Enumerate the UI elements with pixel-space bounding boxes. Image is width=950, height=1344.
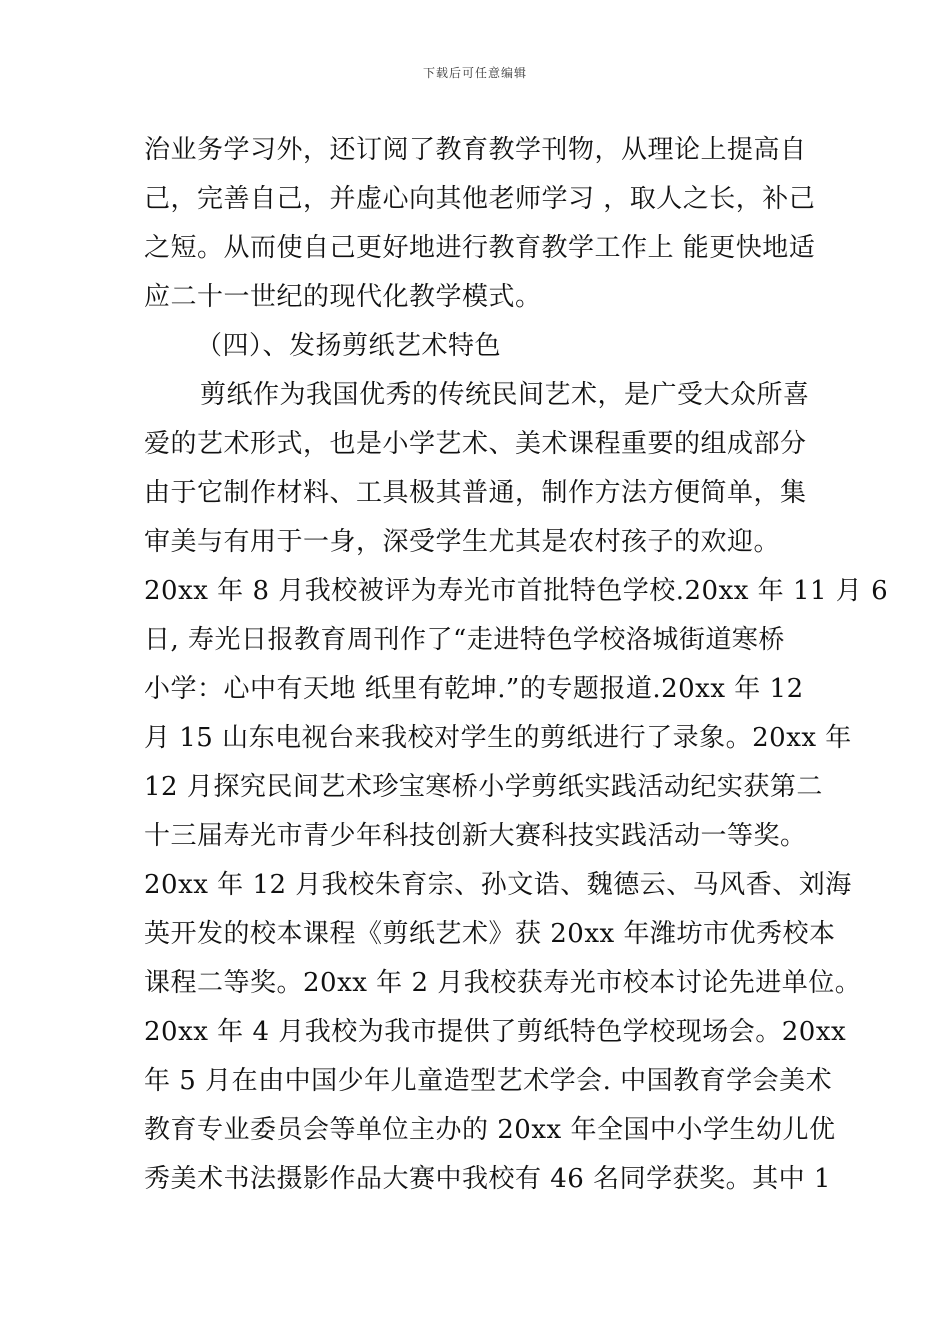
text-line: 审美与有用于一身，深受学生尤其是农村孩子的欢迎。 (144, 527, 781, 557)
text-line: 英开发的校本课程《剪纸艺术》获 20xx 年潍坊市优秀校本 (144, 919, 836, 949)
text-line: 剪纸作为我国优秀的传统民间艺术，是广受大众所喜 (200, 380, 810, 410)
text-line: 小学：心中有天地 纸里有乾坤.”的专题报道.20xx 年 12 (144, 674, 804, 704)
text-line: 十三届寿光市青少年科技创新大赛科技实践活动一等奖。 (144, 821, 807, 851)
text-line: 爱的艺术形式，也是小学艺术、美术课程重要的组成部分 (144, 429, 807, 459)
text-line: 20xx 年 12 月我校朱育宗、孙文诰、魏德云、马风香、刘海 (144, 870, 852, 900)
text-line: 12 月探究民间艺术珍宝寒桥小学剪纸实践活动纪实获第二 (144, 772, 823, 802)
text-line: 之短。从而使自己更好地进行教育教学工作上 能更快地适 (144, 233, 816, 263)
text-line: 应二十一世纪的现代化教学模式。 (144, 282, 542, 312)
text-line: 秀美术书法摄影作品大赛中我校有 46 名同学获奖。其中 1 (144, 1164, 831, 1194)
body-text (144, 126, 889, 1204)
text-line: 由于它制作材料、工具极其普通，制作方法方便简单，集 (144, 478, 807, 508)
text-line: 20xx 年 8 月我校被评为寿光市首批特色学校.20xx 年 11 月 6 (144, 576, 889, 606)
text-line: 20xx 年 4 月我校为我市提供了剪纸特色学校现场会。20xx (144, 1017, 847, 1047)
page-header: 下载后可任意编辑 (422, 66, 527, 80)
text-line: 年 5 月在由中国少年儿童造型艺术学会. 中国教育学会美术 (144, 1066, 833, 1096)
text-line: 日, 寿光日报教育周刊作了“走进特色学校洛城街道寒桥 (144, 625, 785, 655)
text-line: 课程二等奖。20xx 年 2 月我校获寿光市校本讨论先进单位。 (144, 968, 862, 998)
text-line: 治业务学习外，还订阅了教育教学刊物，从理论上提高自 (144, 135, 807, 165)
text-line: 教育专业委员会等单位主办的 20xx 年全国中小学生幼儿优 (144, 1115, 836, 1145)
text-line: 月 15 山东电视台来我校对学生的剪纸进行了录象。20xx 年 (144, 723, 852, 753)
text-line: 己，完善自己，并虚心向其他老师学习 ，取人之长，补己 (144, 184, 816, 214)
section-heading: （四）、发扬剪纸艺术特色 (196, 331, 502, 361)
